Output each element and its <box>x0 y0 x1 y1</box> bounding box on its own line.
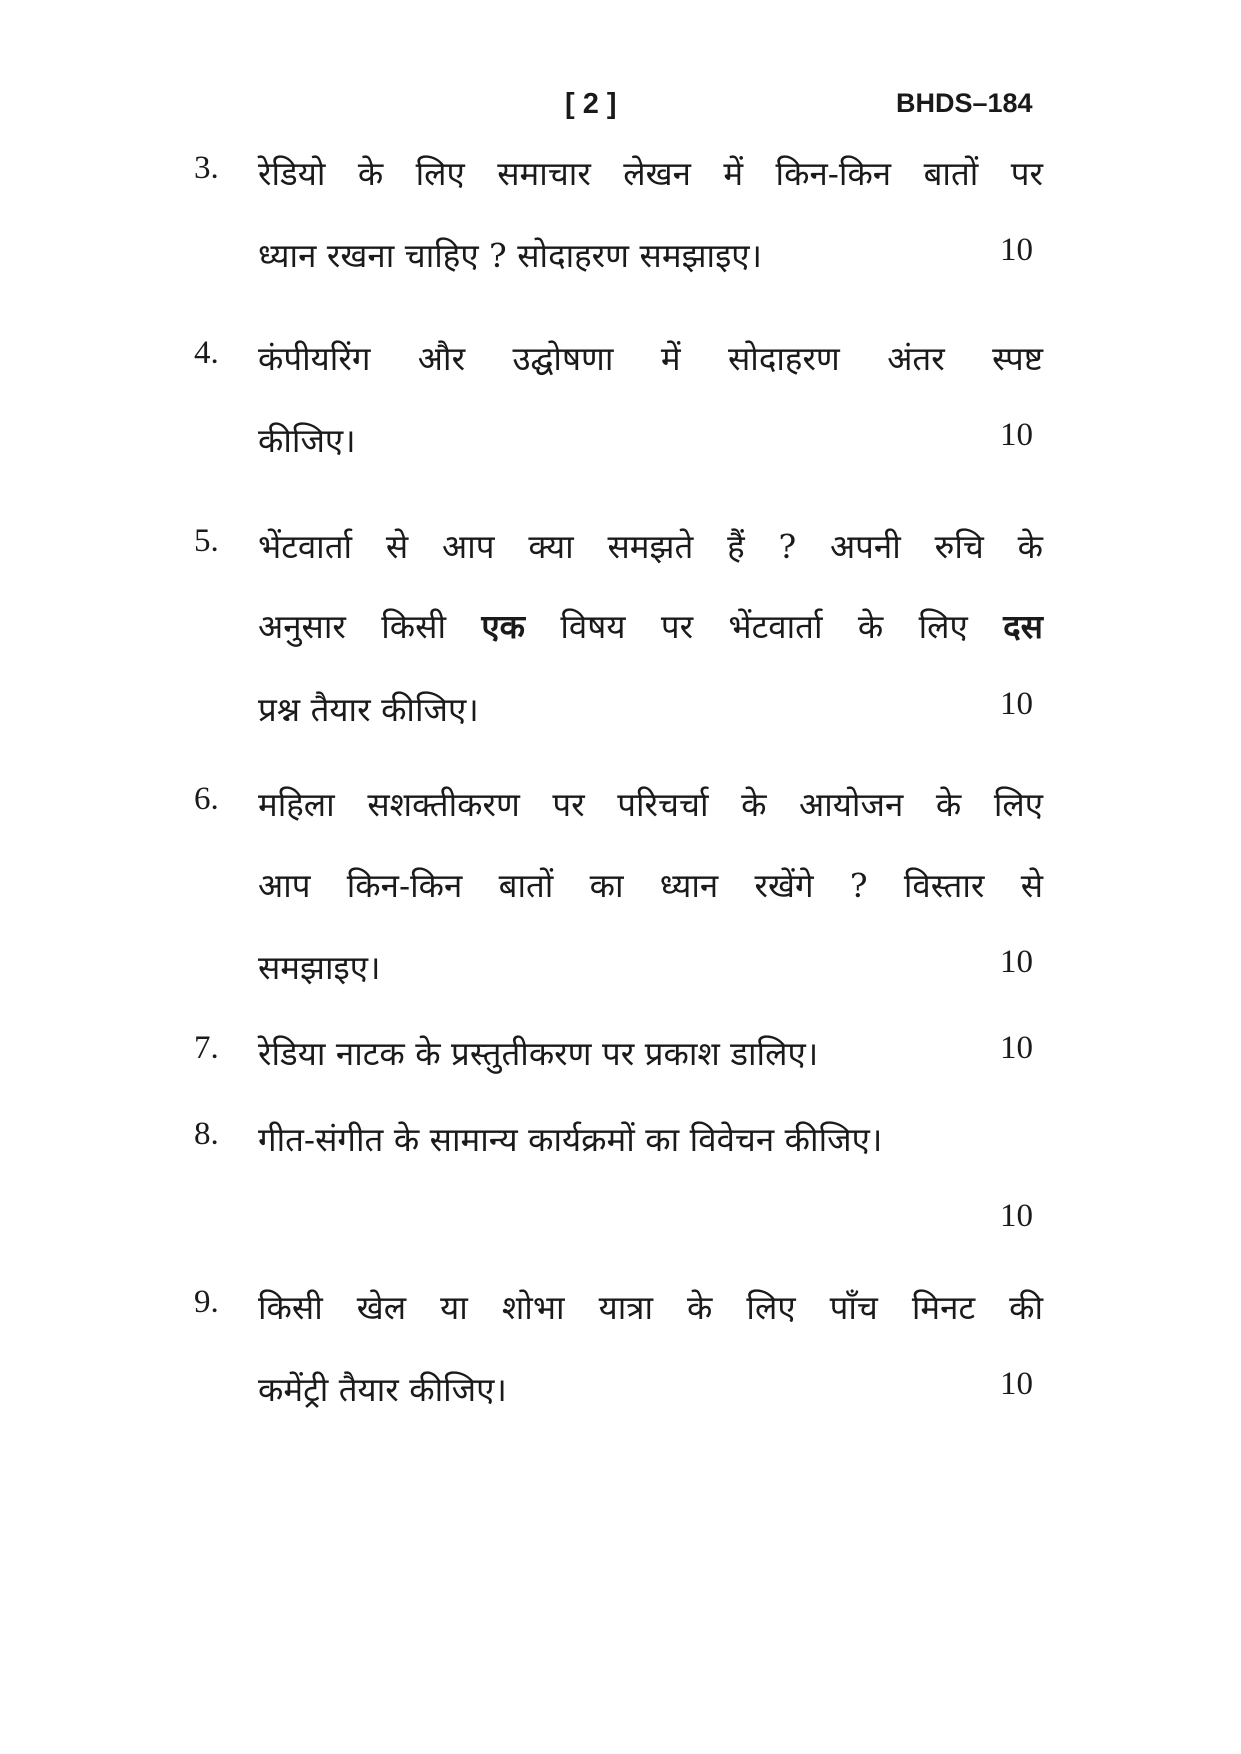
question-4-line-2: कीजिए। <box>258 421 356 460</box>
question-5-bold-das: दस <box>1003 607 1043 646</box>
question-6-number: 6. <box>194 781 219 817</box>
question-5-line-2 <box>258 603 1043 648</box>
question-4-number: 4. <box>194 335 219 371</box>
question-8-marks: 10 <box>1000 1198 1033 1234</box>
question-5-line-2-part-1: अनुसार किसी <box>258 607 446 646</box>
question-5-number: 5. <box>194 523 219 559</box>
question-3-line-2: ध्यान रखना चाहिए ? सोदाहरण समझाइए। <box>258 236 763 275</box>
question-9-line-2: कमेंट्री तैयार कीजिए। <box>258 1370 507 1409</box>
page-number: [ 2 ] <box>565 88 617 120</box>
question-5-line-3: प्रश्न तैयार कीजिए। <box>258 690 479 729</box>
question-5-bold-ek: एक <box>481 607 525 646</box>
question-8-line-1: गीत-संगीत के सामान्य कार्यक्रमों का विवेचन कीजिए। <box>258 1120 883 1159</box>
question-4-line-1: कंपीयरिंग और उद्घोषणा में सोदाहरण अंतर स्पष्ट <box>258 339 1043 378</box>
question-3-number: 3. <box>194 150 219 186</box>
question-9-marks: 10 <box>1000 1366 1033 1402</box>
question-6-marks: 10 <box>1000 944 1033 980</box>
question-8-number: 8. <box>194 1116 219 1152</box>
question-3-line-1: रेडियो के लिए समाचार लेखन में किन-किन बातों पर <box>258 154 1043 193</box>
question-3-marks: 10 <box>1000 232 1033 268</box>
paper-code: BHDS–184 <box>896 88 1033 118</box>
question-6-line-2: आप किन-किन बातों का ध्यान रखेंगे ? विस्तार से <box>258 866 1043 905</box>
question-5-line-2-part-2: विषय पर भेंटवार्ता के लिए <box>560 607 968 646</box>
question-4-marks: 10 <box>1000 417 1033 453</box>
question-7-marks: 10 <box>1000 1030 1033 1066</box>
question-7-line-1: रेडिया नाटक के प्रस्तुतीकरण पर प्रकाश डालिए। <box>258 1034 819 1073</box>
question-9-number: 9. <box>194 1284 219 1320</box>
question-6-line-3: समझाइए। <box>258 948 381 987</box>
question-9-line-1: किसी खेल या शोभा यात्रा के लिए पाँच मिनट की <box>258 1288 1043 1327</box>
question-5-line-1: भेंटवार्ता से आप क्या समझते हैं ? अपनी रुचि के <box>258 527 1043 566</box>
question-5-marks: 10 <box>1000 686 1033 722</box>
question-7-number: 7. <box>194 1030 219 1066</box>
question-6-line-1: महिला सशक्तीकरण पर परिचर्चा के आयोजन के लिए <box>258 785 1043 824</box>
